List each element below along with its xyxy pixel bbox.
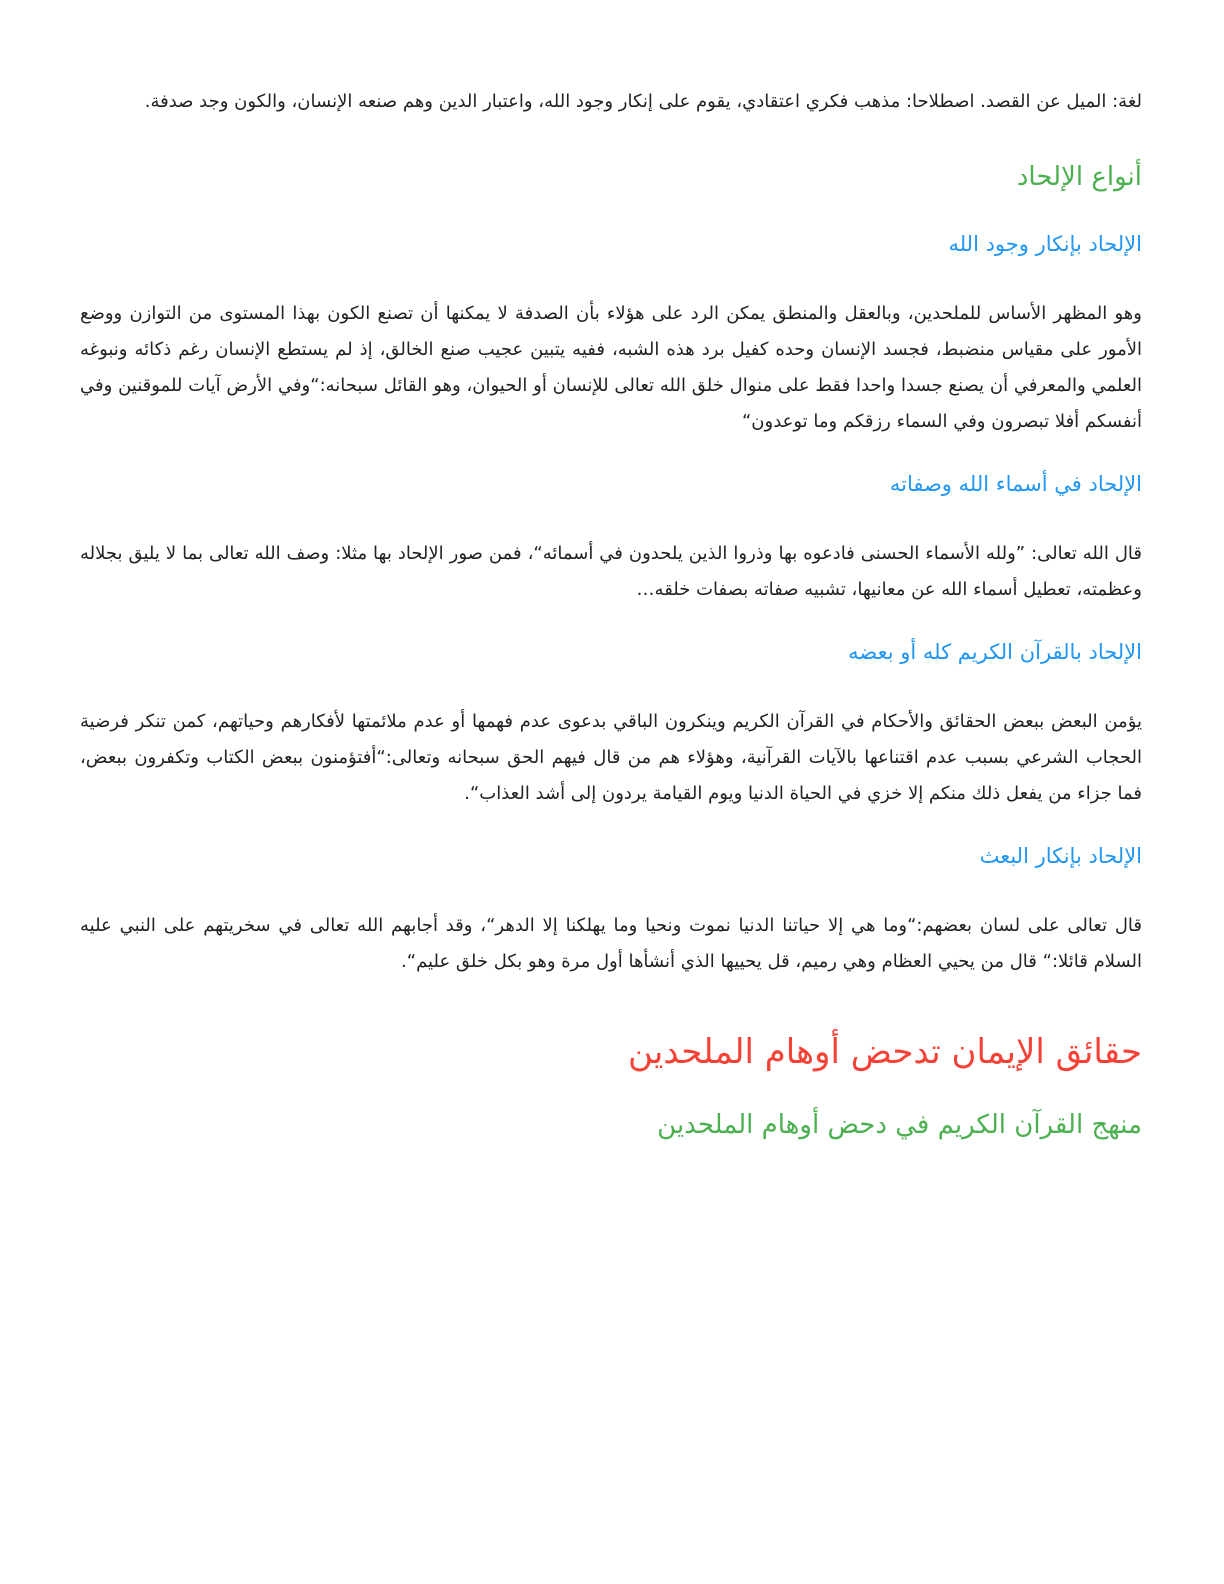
- existence-denial-heading: الإلحاد بإنكار وجود الله: [948, 232, 1142, 256]
- quran-denial-paragraph: يؤمن البعض ببعض الحقائق والأحكام في القرآن الكريم وينكرون الباقي بدعوى عدم فهمها أو عدم ملائمتها لأفكارهم وحياتهم، كمن تنكر فرضية الحجاب الشرعي بسبب عدم اقتناعها بالآيات القرآنية، وهؤلاء هم من قال فيهم الحق سبحانه وتعالى:“أفتؤمنون ببعض الكتاب وتكفرون ببعض، فما جزاء من يفعل ذلك منكم إلا خزي في الحياة الدنيا ويوم القيامة يردون إلى أشد العذاب“.: [80, 711, 1142, 804]
- resurrection-denial-heading: الإلحاد بإنكار البعث: [979, 844, 1142, 868]
- existence-denial-paragraph: وهو المظهر الأساس للملحدين، وبالعقل والمنطق يمكن الرد على هؤلاء بأن الصدفة لا يمكنها أن تصنع الكون بهذا المستوى من التوازن ووضع الأمور على مقياس منضبط، فجسد الإنسان وحده كفيل برد هذه الشبه، ففيه يتبين عجيب صنع الخالق، إذ لم يستطع الإنسان رغم ذكائه ونبوغه العلمي والمعرفي أن يصنع جسدا واحدا فقط على منوال خلق الله تعالى للإنسان أو الحيوان، وهو القائل سبحانه:“وفي الأرض آيات للموقنين وفي أنفسكم أفلا تبصرون وفي السماء رزقكم وما توعدون“: [80, 303, 1142, 432]
- resurrection-denial-paragraph: قال تعالى على لسان بعضهم:“وما هي إلا حياتنا الدنيا نموت ونحيا وما يهلكنا إلا الدهر“، وقد أجابهم الله تعالى في سخريتهم على النبي عليه السلام قائلا:“ قال من يحيي العظام وهي رميم، قل يحييها الذي أنشأها أول مرة وهو بكل خلق عليم“.: [80, 915, 1142, 972]
- definition-paragraph: لغة: الميل عن القصد. اصطلاحا: مذهب فكري اعتقادي، يقوم على إنكار وجود الله، واعتبار الدين وهم صنعه الإنسان، والكون وجد صدفة.: [144, 91, 1142, 112]
- quran-method-subheading: منهج القرآن الكريم في دحض أوهام الملحدين: [657, 1110, 1142, 1140]
- names-attributes-heading: الإلحاد في أسماء الله وصفاته: [889, 472, 1142, 496]
- faith-facts-heading: حقائق الإيمان تدحض أوهام الملحدين: [628, 1032, 1142, 1072]
- quran-denial-heading: الإلحاد بالقرآن الكريم كله أو بعضه: [848, 640, 1142, 664]
- names-attributes-paragraph: قال الله تعالى: ”ولله الأسماء الحسنى فادعوه بها وذروا الذين يلحدون في أسمائه“، فمن صور الإلحاد بها مثلا: وصف الله تعالى بما لا يليق بجلاله وعظمته، تعطيل أسماء الله عن معانيها، تشبيه صفاته بصفات خلقه…: [80, 543, 1142, 600]
- types-heading: أنواع الإلحاد: [1016, 162, 1142, 192]
